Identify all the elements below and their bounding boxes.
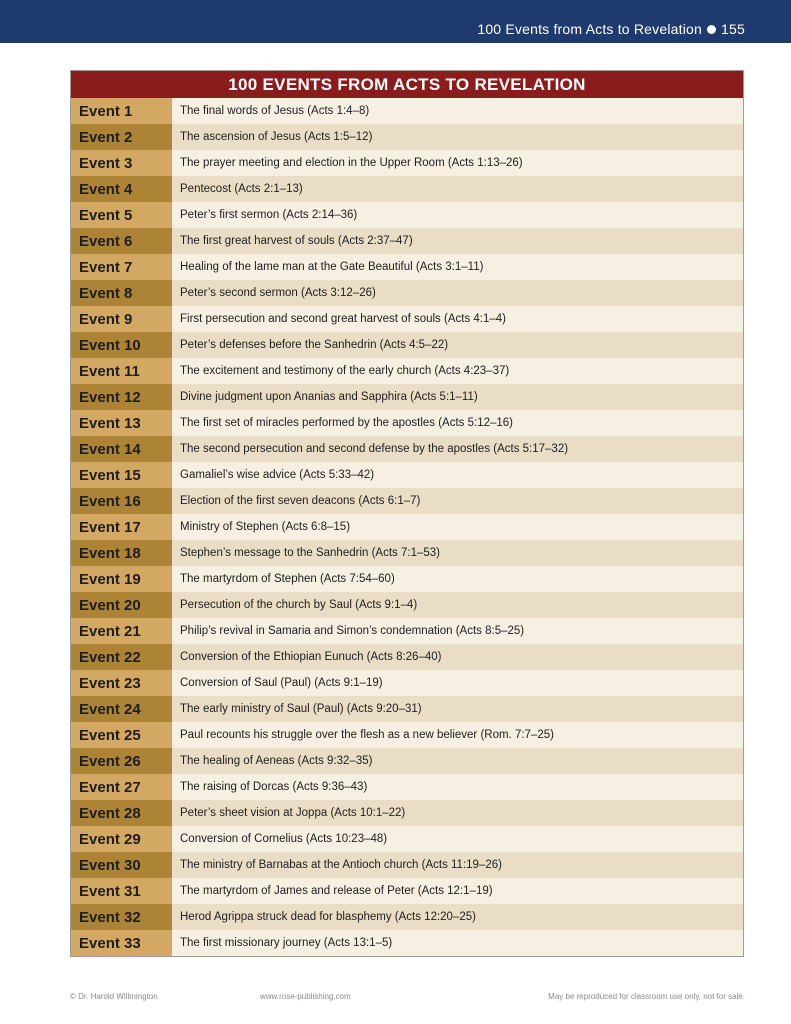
table-row xyxy=(71,228,743,254)
table-row xyxy=(71,878,743,904)
table-row xyxy=(71,202,743,228)
table-row xyxy=(71,592,743,618)
event-description: Peter’s first sermon (Acts 2:14–36) xyxy=(172,202,743,228)
event-description: Paul recounts his struggle over the flesh as a new believer (Rom. 7:7–25) xyxy=(172,722,743,748)
event-description: Stephen’s message to the Sanhedrin (Acts 7:1–53) xyxy=(172,540,743,566)
event-description: Peter’s defenses before the Sanhedrin (Acts 4:5–22) xyxy=(172,332,743,358)
table-row xyxy=(71,670,743,696)
event-number: Event 16 xyxy=(71,488,172,514)
events-table xyxy=(70,70,744,957)
event-description: The martyrdom of Stephen (Acts 7:54–60) xyxy=(172,566,743,592)
table-row xyxy=(71,930,743,956)
event-number: Event 18 xyxy=(71,540,172,566)
event-number: Event 5 xyxy=(71,202,172,228)
event-number: Event 6 xyxy=(71,228,172,254)
table-row xyxy=(71,332,743,358)
footer-copyright: © Dr. Harold Willmington xyxy=(70,992,158,1001)
header-band xyxy=(0,0,791,43)
event-number: Event 9 xyxy=(71,306,172,332)
event-description: Peter’s second sermon (Acts 3:12–26) xyxy=(172,280,743,306)
event-description: Herod Agrippa struck dead for blasphemy (Acts 12:20–25) xyxy=(172,904,743,930)
table-row xyxy=(71,358,743,384)
event-number: Event 29 xyxy=(71,826,172,852)
table-row xyxy=(71,826,743,852)
event-number: Event 33 xyxy=(71,930,172,956)
table-row xyxy=(71,644,743,670)
event-number: Event 1 xyxy=(71,98,172,124)
event-description: Divine judgment upon Ananias and Sapphira (Acts 5:1–11) xyxy=(172,384,743,410)
event-number: Event 17 xyxy=(71,514,172,540)
table-row xyxy=(71,800,743,826)
event-description: Ministry of Stephen (Acts 6:8–15) xyxy=(172,514,743,540)
event-number: Event 32 xyxy=(71,904,172,930)
table-row xyxy=(71,436,743,462)
table-row xyxy=(71,150,743,176)
event-number: Event 24 xyxy=(71,696,172,722)
table-row xyxy=(71,852,743,878)
table-row xyxy=(71,254,743,280)
event-number: Event 23 xyxy=(71,670,172,696)
event-description: The second persecution and second defense by the apostles (Acts 5:17–32) xyxy=(172,436,743,462)
event-number: Event 21 xyxy=(71,618,172,644)
event-number: Event 20 xyxy=(71,592,172,618)
table-row xyxy=(71,306,743,332)
event-description: The healing of Aeneas (Acts 9:32–35) xyxy=(172,748,743,774)
event-number: Event 3 xyxy=(71,150,172,176)
event-description: Conversion of Cornelius (Acts 10:23–48) xyxy=(172,826,743,852)
event-number: Event 7 xyxy=(71,254,172,280)
page-number: 155 xyxy=(721,21,745,37)
header-title: 100 Events from Acts to Revelation xyxy=(477,21,703,37)
event-description: Peter’s sheet vision at Joppa (Acts 10:1–22) xyxy=(172,800,743,826)
event-number: Event 30 xyxy=(71,852,172,878)
table-row xyxy=(71,124,743,150)
footer-notice: May be reproduced for classroom use only, not for sale. xyxy=(548,992,745,1001)
event-description: The ministry of Barnabas at the Antioch church (Acts 11:19–26) xyxy=(172,852,743,878)
table-row xyxy=(71,176,743,202)
event-description: The first set of miracles performed by the apostles (Acts 5:12–16) xyxy=(172,410,743,436)
event-number: Event 10 xyxy=(71,332,172,358)
event-description: Gamaliel’s wise advice (Acts 5:33–42) xyxy=(172,462,743,488)
table-row xyxy=(71,774,743,800)
event-description: The early ministry of Saul (Paul) (Acts 9:20–31) xyxy=(172,696,743,722)
event-number: Event 8 xyxy=(71,280,172,306)
event-description: The first missionary journey (Acts 13:1–5) xyxy=(172,930,743,956)
event-description: Conversion of Saul (Paul) (Acts 9:1–19) xyxy=(172,670,743,696)
event-description: Persecution of the church by Saul (Acts 9:1–4) xyxy=(172,592,743,618)
event-number: Event 15 xyxy=(71,462,172,488)
event-description: Pentecost (Acts 2:1–13) xyxy=(172,176,743,202)
event-description: The martyrdom of James and release of Peter (Acts 12:1–19) xyxy=(172,878,743,904)
event-number: Event 31 xyxy=(71,878,172,904)
event-description: Philip’s revival in Samaria and Simon’s condemnation (Acts 8:5–25) xyxy=(172,618,743,644)
event-description: The raising of Dorcas (Acts 9:36–43) xyxy=(172,774,743,800)
event-number: Event 11 xyxy=(71,358,172,384)
event-description: First persecution and second great harvest of souls (Acts 4:1–4) xyxy=(172,306,743,332)
event-description: Conversion of the Ethiopian Eunuch (Acts 8:26–40) xyxy=(172,644,743,670)
footer-website[interactable]: www.rose-publishing.com xyxy=(260,992,351,1001)
event-number: Event 27 xyxy=(71,774,172,800)
table-title: 100 EVENTS FROM ACTS TO REVELATION xyxy=(71,71,743,98)
event-description: The final words of Jesus (Acts 1:4–8) xyxy=(172,98,743,124)
event-description: Healing of the lame man at the Gate Beautiful (Acts 3:1–11) xyxy=(172,254,743,280)
table-row xyxy=(71,696,743,722)
event-description: The ascension of Jesus (Acts 1:5–12) xyxy=(172,124,743,150)
event-description: The prayer meeting and election in the Upper Room (Acts 1:13–26) xyxy=(172,150,743,176)
table-row xyxy=(71,384,743,410)
table-row xyxy=(71,514,743,540)
event-number: Event 12 xyxy=(71,384,172,410)
event-description: The first great harvest of souls (Acts 2:37–47) xyxy=(172,228,743,254)
event-description: Election of the first seven deacons (Acts 6:1–7) xyxy=(172,488,743,514)
running-header xyxy=(477,21,745,37)
event-number: Event 13 xyxy=(71,410,172,436)
table-row xyxy=(71,280,743,306)
event-number: Event 28 xyxy=(71,800,172,826)
event-description: The excitement and testimony of the early church (Acts 4:23–37) xyxy=(172,358,743,384)
table-row xyxy=(71,618,743,644)
event-number: Event 2 xyxy=(71,124,172,150)
bullet-dot-icon xyxy=(707,25,716,34)
event-number: Event 22 xyxy=(71,644,172,670)
table-row xyxy=(71,540,743,566)
table-row xyxy=(71,722,743,748)
table-row xyxy=(71,748,743,774)
table-body xyxy=(71,98,743,956)
event-number: Event 4 xyxy=(71,176,172,202)
table-row xyxy=(71,462,743,488)
event-number: Event 26 xyxy=(71,748,172,774)
table-row xyxy=(71,566,743,592)
event-number: Event 25 xyxy=(71,722,172,748)
event-number: Event 19 xyxy=(71,566,172,592)
table-row xyxy=(71,904,743,930)
event-number: Event 14 xyxy=(71,436,172,462)
table-row xyxy=(71,488,743,514)
table-row xyxy=(71,410,743,436)
table-row xyxy=(71,98,743,124)
